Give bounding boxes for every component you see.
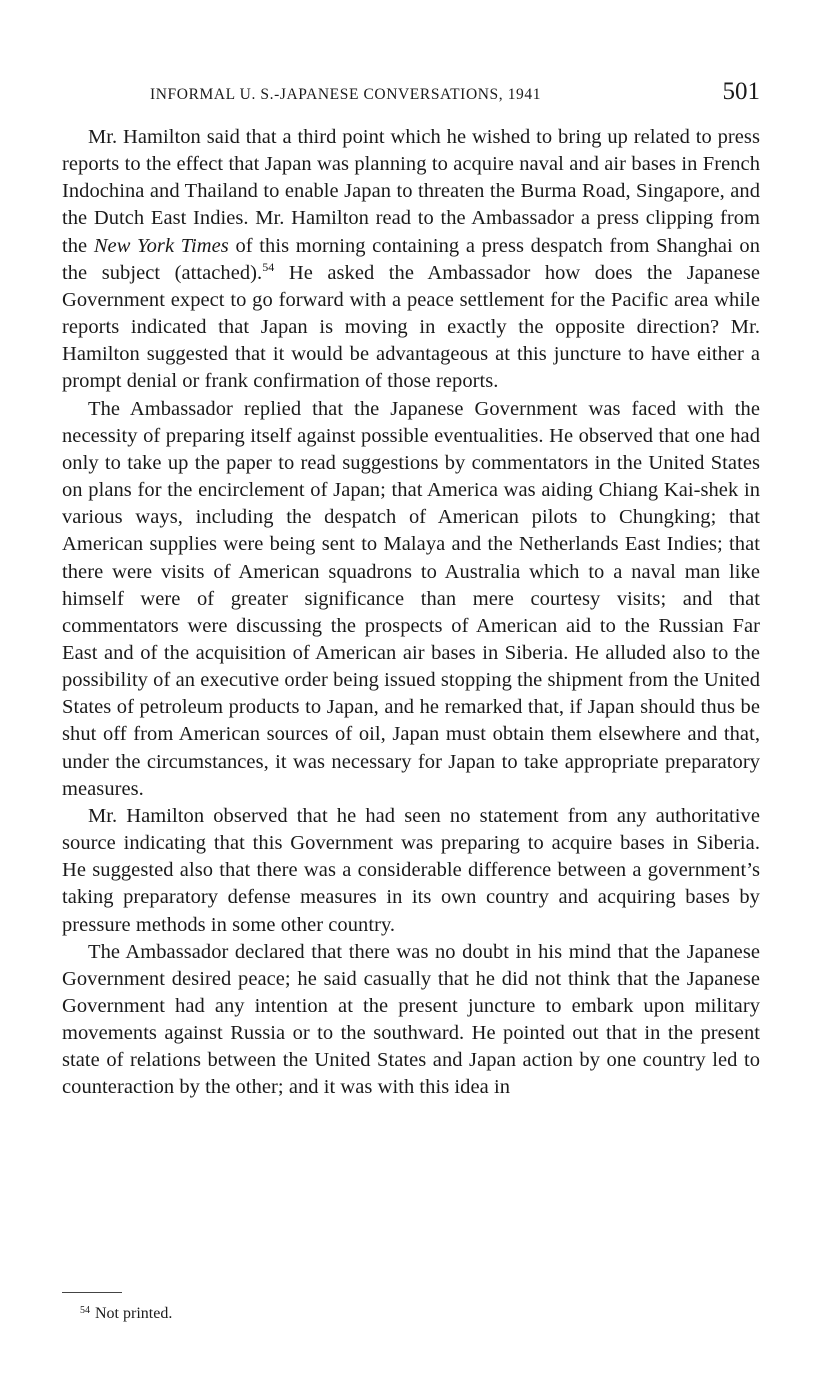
footnote [80, 1305, 172, 1323]
paragraph: The Ambassador replied that the Japanese Government was faced with the necessity of preparing itself against possible eventualities. He observed that one had only to take up the paper to read suggestions by commentators in the United States on plans for the encirclement of Japan; that America was aiding Chiang Kai-shek in various ways, including the despatch of American pilots to Chungking; that American supplies were being sent to Malaya and the Netherlands East Indies; that there were visits of American squadrons to Australia which to a naval man like himself were of greater significance than mere courtesy visits; and that commentators were discussing the prospects of American aid to the Russian Far East and of the acquisition of American air bases in Siberia. He alluded also to the possibility of an executive order being issued stopping the shipment from the United States of petroleum products to Japan, and he remarked that, if Japan should thus be shut off from American sources of oil, Japan must obtain them elsewhere and that, under the circumstances, it was necessary for Japan to take appropriate preparatory measures. [62, 397, 760, 800]
footnote-reference: 54 [262, 259, 275, 274]
paragraph-text: He asked the Ambassador how does the Japanese Government expect to go forward with a peace settlement for the Pacific area while reports indicated that Japan is moving in exactly the opposite direction? Mr. Hamilton suggested that it would be advantageous at this juncture to have either a prompt denial or frank confirmation of those reports. [62, 261, 760, 393]
paragraph: The Ambassador declared that there was no doubt in his mind that the Japanese Government desired peace; he said casually that he did not think that the Japanese Government had any intention at the present juncture to embark upon military movements against Russia or to the southward. He pointed out that in the present state of relations between the United States and Japan action by one country led to counteraction by the other; and it was with this idea in [62, 940, 760, 1099]
footnote-text: Not printed. [95, 1305, 173, 1322]
page-number: 501 [722, 78, 760, 105]
running-title: INFORMAL U. S.-JAPANESE CONVERSATIONS, 1941 [150, 86, 542, 103]
paragraph [62, 124, 760, 396]
newspaper-title: New York Times [93, 234, 229, 257]
paragraph-text: Mr. Hamilton said that a third point which he wished to bring up related to press reports to the effect that Japan was planning to acquire naval and air bases in French Indochina and Thailand to enable Japan to threaten the Burma Road, Singapore, and the Dutch East Indies. Mr. Hamilton read to the Ambassador a press clipping from the [62, 126, 760, 257]
body-text [62, 124, 760, 1102]
paragraph-text: of this morning containing a press despatch from Shanghai on the subject (attached). [62, 234, 761, 284]
footnote-divider [62, 1292, 122, 1293]
running-header [150, 78, 760, 110]
footnote-marker: 54 [80, 1305, 90, 1316]
paragraph: Mr. Hamilton observed that he had seen no statement from any authoritative source indicating that this Government was preparing to acquire bases in Siberia. He suggested also that there was a considerable difference between a government’s taking preparatory defense measures in its own country and acquiring bases by pressure methods in some other country. [62, 804, 760, 936]
